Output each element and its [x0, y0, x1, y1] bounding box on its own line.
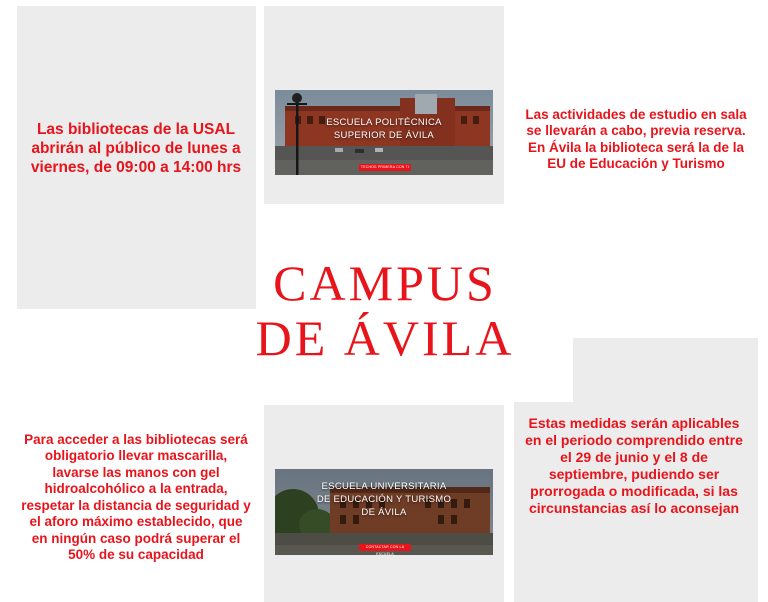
page-title-line1: CAMPUS [273, 255, 497, 311]
page-title-line2: DE ÁVILA [255, 310, 515, 366]
bottom-left-text: Para acceder a las bibliotecas será obligatorio llevar mascarilla, lavarse las manos con gel hidroalcohólico a la entrada, respetar la distancia de seguridad y el aforo máximo establecido, que en ningún caso podrá superar el 50% de su capacidad [21, 432, 251, 563]
escuela-universitaria-image [275, 469, 493, 555]
photo-bottom-caption-line2: DE EDUCACIÓN Y TURISMO [316, 494, 452, 505]
top-left-text: Las bibliotecas de la USAL abrirán al público de lunes a viernes, de 09:00 a 14:00 hrs [30, 121, 242, 176]
bottom-right-text: Estas medidas serán aplicables en el periodo comprendido entre el 29 de junio y el 8 de septiembre, pudiendo ser prorrogada o modificada, si las circunstancias así lo aconsejan [525, 415, 743, 517]
photo-bottom-button[interactable]: CONTACTAR CON LA ESCUELA [359, 544, 411, 551]
photo-top-caption-line1: ESCUELA POLITÉCNICA [326, 117, 442, 128]
photo-top-button[interactable]: TECHOS PRIMERA CON TI [360, 165, 410, 169]
escuela-politecnica-image [275, 90, 493, 175]
panel-bottom-right [573, 338, 758, 402]
photo-bottom-caption-line3: DE ÁVILA [361, 507, 407, 518]
photo-top-caption-line2: SUPERIOR DE ÁVILA [333, 130, 435, 141]
top-right-text: Las actividades de estudio en sala se llevarán a cabo, previa reserva. En Ávila la biblioteca será la de la EU de Educación y Turismo [525, 107, 747, 172]
photo-bottom-caption-line1: ESCUELA UNIVERSITARIA [321, 481, 447, 492]
